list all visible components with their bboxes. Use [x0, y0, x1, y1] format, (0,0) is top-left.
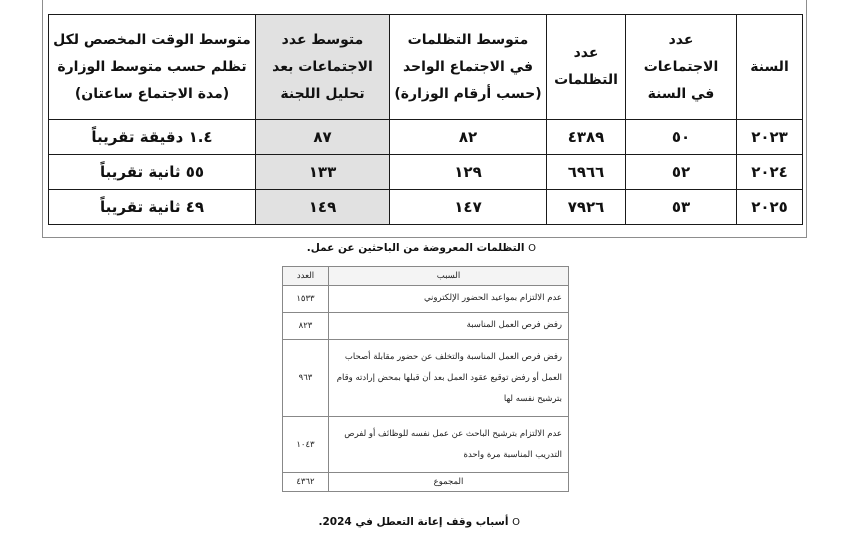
header-count: العدد	[283, 267, 329, 286]
sub-table-header-row	[283, 267, 569, 286]
cell-count: ٩٦٣	[283, 339, 329, 417]
meetings-stats-table	[48, 14, 803, 225]
header-avg-per-meeting: متوسط التظلمات في الاجتماع الواحد (حسب أرقام الوزارة)	[390, 15, 547, 120]
cell-complaints: ٦٩٦٦	[547, 155, 626, 190]
caption-text: التظلمات المعروضة من الباحثين عن عمل.	[306, 242, 525, 254]
cell-year: ٢٠٢٤	[737, 155, 803, 190]
cell-avg-per-meeting: ١٤٧	[390, 190, 547, 225]
header-avg-time: متوسط الوقت المخصص لكل تظلم حسب متوسط الوزارة (مدة الاجتماع ساعتان)	[49, 15, 256, 120]
header-meetings: عدد الاجتماعات في السنة	[626, 15, 737, 120]
caption-complaints	[307, 242, 536, 254]
table-row	[283, 312, 569, 339]
cell-meetings: ٥٠	[626, 120, 737, 155]
table-row	[49, 155, 803, 190]
table-row	[283, 286, 569, 313]
cell-year: ٢٠٢٣	[737, 120, 803, 155]
cell-count: ١٠٤٣	[283, 417, 329, 473]
cell-meetings: ٥٣	[626, 190, 737, 225]
cell-avg-per-meeting: ٨٢	[390, 120, 547, 155]
cell-reason: عدم الالتزام بمواعيد الحضور الإلكتروني	[329, 286, 569, 313]
table-row	[49, 120, 803, 155]
cell-total-value: ٤٣٦٢	[283, 473, 329, 492]
table-header-row	[49, 15, 803, 120]
cell-complaints: ٤٣٨٩	[547, 120, 626, 155]
cell-complaints: ٧٩٢٦	[547, 190, 626, 225]
stop-reasons-table	[282, 266, 569, 492]
cell-year: ٢٠٢٥	[737, 190, 803, 225]
cell-reason: رفض فرص العمل المناسبة والتخلف عن حضور مقابلة أصحاب العمل أو رفض توقيع عقود العمل بعد أن قبلها بمحض إرادته وقام بترشيح نفسه لها	[329, 339, 569, 417]
caption-bullet-icon: O	[528, 243, 536, 254]
cell-reason: رفض فرص العمل المناسبة	[329, 312, 569, 339]
cell-avg-after-analysis: ٨٧	[256, 120, 390, 155]
header-year: السنة	[737, 15, 803, 120]
cell-avg-per-meeting: ١٢٩	[390, 155, 547, 190]
header-reason: السبب	[329, 267, 569, 286]
cell-avg-time: ١.٤ دقيقة تقريباً	[49, 120, 256, 155]
cell-total-label: المجموع	[329, 473, 569, 492]
table-row	[283, 417, 569, 473]
header-avg-after-analysis: متوسط عدد الاجتماعات بعد تحليل اللجنة	[256, 15, 390, 120]
cell-reason: عدم الالتزام بترشيح الباحث عن عمل نفسه للوظائف أو لفرص التدريب المناسبة مرة واحدة	[329, 417, 569, 473]
caption-text: أسباب وقف إعانة التعطل في 2024.	[318, 516, 509, 528]
table-row	[283, 339, 569, 417]
cell-avg-time: ٥٥ ثانية تقريباً	[49, 155, 256, 190]
cell-count: ٨٢٣	[283, 312, 329, 339]
cell-avg-time: ٤٩ ثانية تقريباً	[49, 190, 256, 225]
caption-stop-reasons	[318, 516, 520, 528]
table-row	[49, 190, 803, 225]
cell-avg-after-analysis: ١٤٩	[256, 190, 390, 225]
cell-avg-after-analysis: ١٣٣	[256, 155, 390, 190]
caption-bullet-icon: O	[512, 517, 520, 528]
cell-count: ١٥٣٣	[283, 286, 329, 313]
header-complaints: عدد التظلمات	[547, 15, 626, 120]
table-total-row	[283, 473, 569, 492]
cell-meetings: ٥٢	[626, 155, 737, 190]
